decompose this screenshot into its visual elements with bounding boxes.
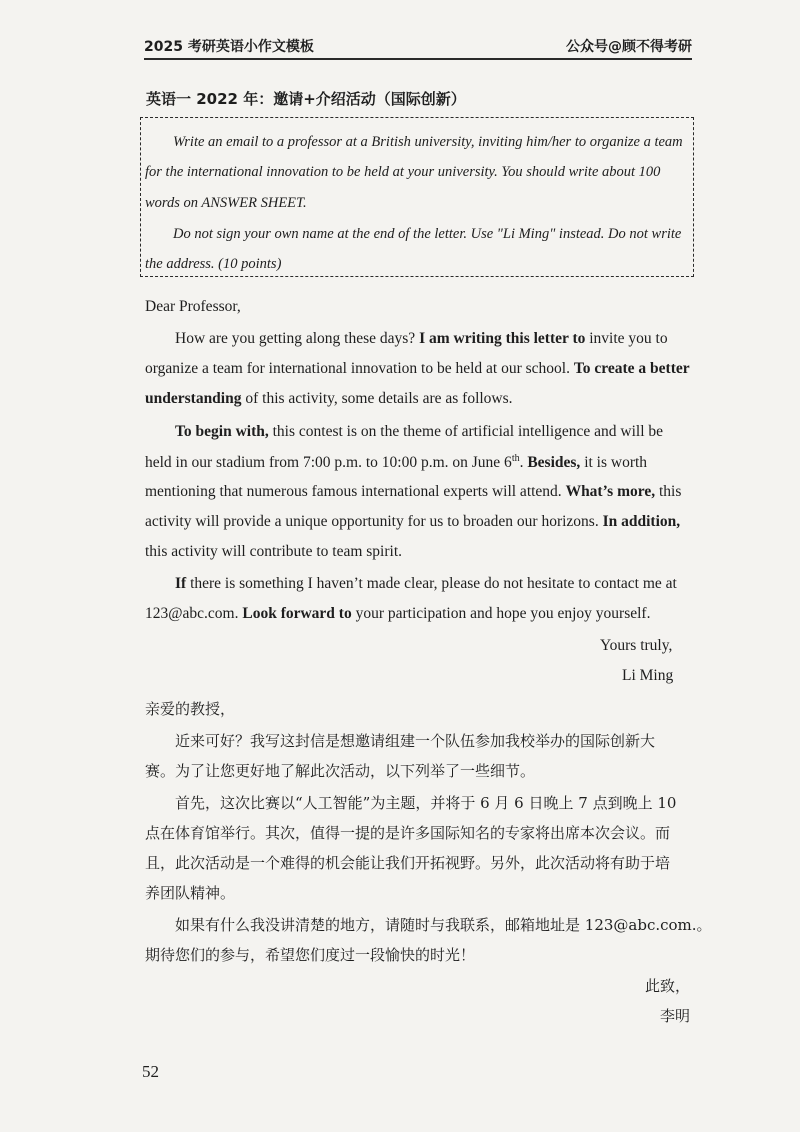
letter-line: 123@abc.com. Look forward to your participation and hope you enjoy yourself.	[145, 605, 651, 622]
letter-line: this activity will contribute to team spirit.	[145, 543, 402, 560]
letter-line: activity will provide a unique opportunity for us to broaden our horizons. In addition,	[145, 513, 681, 530]
letter-closing: Yours truly,	[600, 637, 673, 654]
letter-salutation: Dear Professor,	[145, 298, 241, 315]
translation-line: 养团队精神。	[145, 884, 236, 902]
header-account: 公众号@顾不得考研	[566, 39, 692, 55]
letter-line: mentioning that numerous famous international experts will attend. What’s more, this	[145, 483, 682, 500]
translation-line: 如果有什么我没讲清楚的地方，请随时与我联系，邮箱地址是 123@abc.com.。	[175, 916, 712, 934]
task-line: the address. (10 points)	[145, 256, 282, 272]
task-line: Do not sign your own name at the end of the letter. Use "Li Ming" instead. Do not write	[173, 226, 682, 242]
translation-line: 近来可好？我写这封信是想邀请组建一个队伍参加我校举办的国际创新大	[175, 732, 656, 750]
letter-signature: Li Ming	[622, 667, 674, 684]
letter-line: organize a team for international innovation to be held at our school. To create a better	[145, 360, 690, 377]
header-title: 2025 考研英语小作文模板	[144, 39, 314, 55]
translation-line: 且，此次活动是一个难得的机会能让我们开拓视野。另外，此次活动将有助于培	[145, 854, 671, 872]
task-prompt-box	[140, 117, 694, 277]
page-header	[144, 30, 692, 60]
letter-line: To begin with, this contest is on the theme of artificial intelligence and will be	[175, 423, 664, 440]
letter-line: If there is something I haven’t made clear, please do not hesitate to contact me at	[175, 575, 677, 592]
task-line: words on ANSWER SHEET.	[145, 195, 307, 211]
translation-salutation: 亲爱的教授，	[145, 700, 236, 718]
letter-line: understanding of this activity, some details are as follows.	[145, 390, 513, 407]
translation-line: 赛。为了让您更好地了解此次活动，以下列举了一些细节。	[145, 762, 536, 780]
translation-signature: 李明	[660, 1007, 691, 1025]
translation-line: 点在体育馆举行。其次，值得一提的是许多国际知名的专家将出席本次会议。而	[145, 824, 671, 842]
translation-line: 首先，这次比赛以“人工智能”为主题，并将于 6 月 6 日晚上 7 点到晚上 10	[175, 794, 677, 812]
page-number: 52	[142, 1062, 159, 1081]
translation-line: 期待您们的参与，希望您们度过一段愉快的时光！	[145, 946, 476, 964]
section-title: 英语一 2022 年：邀请+介绍活动（国际创新）	[146, 90, 466, 108]
letter-line: held in our stadium from 7:00 p.m. to 10:00 p.m. on June 6th. Besides, it is worth	[145, 453, 648, 472]
translation-closing: 此致，	[645, 977, 691, 995]
task-line: for the international innovation to be held at your university. You should write about 100	[145, 164, 661, 180]
task-line: Write an email to a professor at a British university, inviting him/her to organize a team	[173, 134, 683, 150]
letter-line: How are you getting along these days? I am writing this letter to invite you to	[175, 330, 668, 347]
